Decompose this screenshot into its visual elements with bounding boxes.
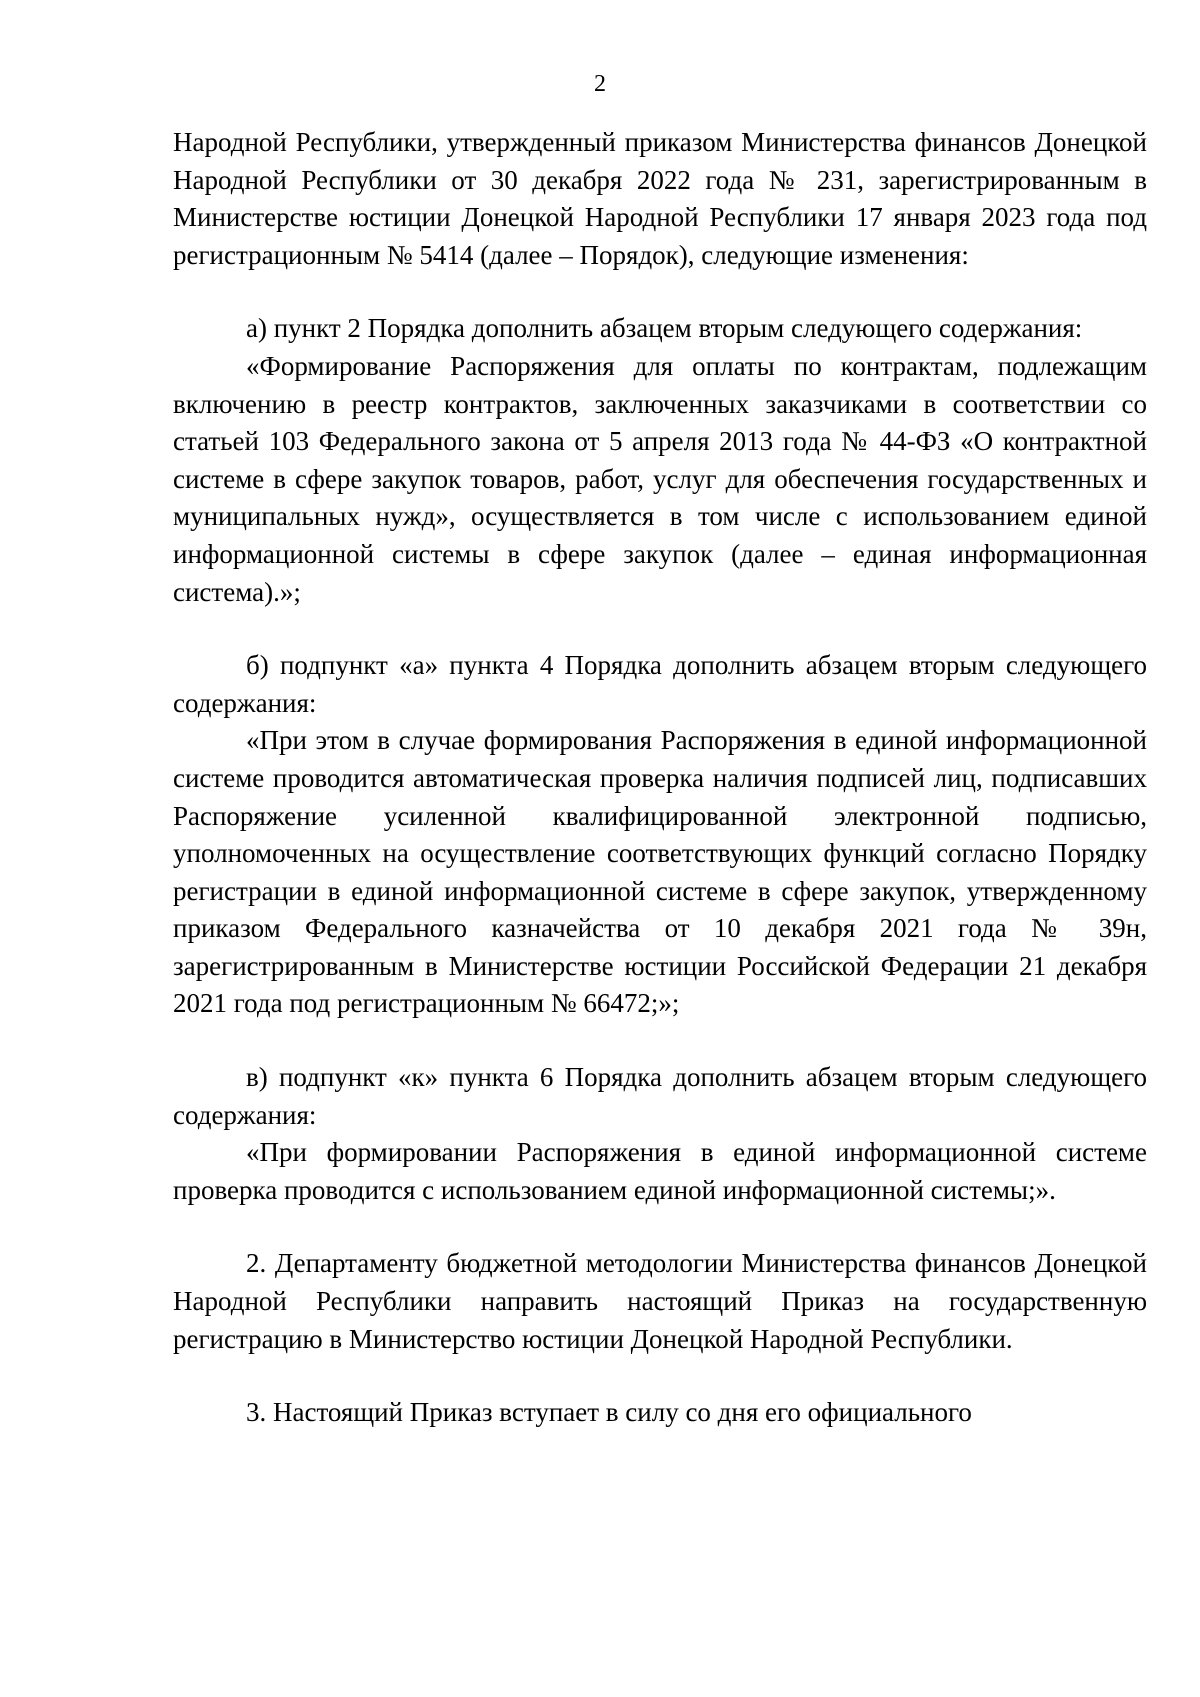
paragraph-item-2: 2. Департаменту бюджетной методологии Министерства финансов Донецкой Народной Республики направить настоящий Приказ на государственную регистрацию в Министерство юстиции Донецкой Народной Республики. (173, 1248, 1147, 1354)
paragraph-subitem-a: а) пункт 2 Порядка дополнить абзацем вторым следующего содержания: (246, 313, 1083, 344)
paragraph-subitem-b: б) подпункт «а» пункта 4 Порядка дополнить абзацем вторым следующего содержания: (173, 650, 1147, 718)
paragraph-intro-continuation: Народной Республики, утвержденный приказом Министерства финансов Донецкой Народной Республики от 30 декабря 2022 года № 231, зарегистрированным в Министерстве юстиции Донецкой Народной Республики 17 января 2023 года под регистрационным № 5414 (далее – Порядок), следующие изменения: (173, 127, 1147, 270)
page-number: 2 (594, 71, 606, 97)
paragraph-item-3: 3. Настоящий Приказ вступает в силу со дня его официального (246, 1397, 972, 1428)
paragraph-subitem-v-text: «При формировании Распоряжения в единой информационной системе проверка проводится с использованием единой информационной системы;». (173, 1137, 1147, 1205)
paragraph-subitem-v: в) подпункт «к» пункта 6 Порядка дополнить абзацем вторым следующего содержания: (173, 1062, 1147, 1130)
document-body (173, 124, 1147, 1432)
paragraph-subitem-b-text: «При этом в случае формирования Распоряжения в единой информационной системе проводится автоматическая проверка наличия подписей лиц, подписавших Распоряжение усиленной квалифицированной электронной подписью, уполномоченных на осуществление соответствующих функций согласно Порядку регистрации в единой информационной системе в сфере закупок, утвержденному приказом Федерального казначейства от 10 декабря 2021 года № 39н, зарегистрированным в Министерстве юстиции Российской Федерации 21 декабря 2021 года под регистрационным № 66472;»; (173, 725, 1147, 1019)
paragraph-subitem-a-text: «Формирование Распоряжения для оплаты по контрактам, подлежащим включению в реестр контрактов, заключенных заказчиками в соответствии со статьей 103 Федерального закона от 5 апреля 2013 года № 44-ФЗ «О контрактной системе в сфере закупок товаров, работ, услуг для обеспечения государственных и муниципальных нужд», осуществляется в том числе с использованием единой информационной системы в сфере закупок (далее – единая информационная система).»; (173, 350, 1147, 607)
